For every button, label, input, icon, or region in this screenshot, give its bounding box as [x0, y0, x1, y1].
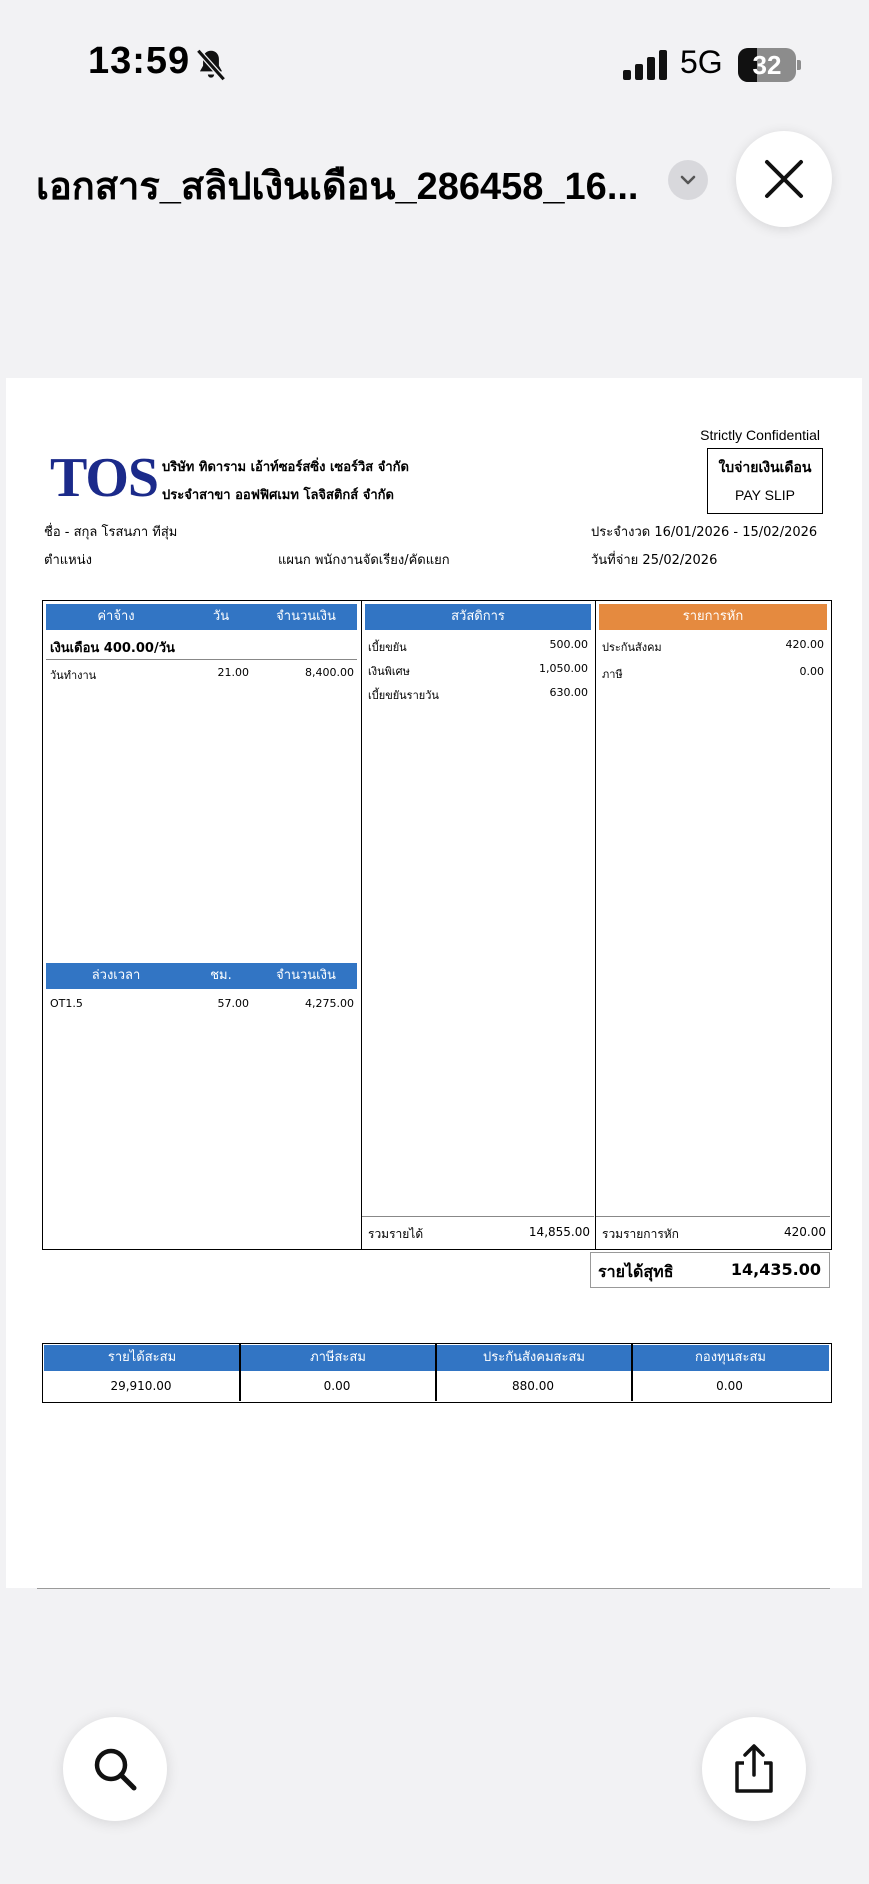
- accumulated-header-cell: ภาษีสะสม: [310, 1350, 366, 1365]
- employee-position: ตำแหน่ง: [44, 553, 92, 568]
- overtime-row-hours: 57.00: [217, 997, 249, 1010]
- close-button[interactable]: [736, 131, 832, 227]
- confidential-label: Strictly Confidential: [700, 427, 820, 443]
- deduction-row-label: ประกันสังคม: [602, 641, 662, 654]
- share-button[interactable]: [702, 1717, 806, 1821]
- wage-row-days: 21.00: [217, 666, 249, 679]
- divider: [596, 1216, 830, 1217]
- network-type: 5G: [680, 44, 723, 80]
- overtime-header-hours: ชม.: [210, 968, 232, 983]
- battery-level: 32: [752, 50, 782, 80]
- accumulated-value: 0.00: [716, 1379, 743, 1393]
- accumulated-value: 880.00: [512, 1379, 554, 1393]
- accumulated-header-cell: รายได้สะสม: [107, 1350, 177, 1365]
- deduction-row-label: ภาษี: [602, 668, 623, 681]
- close-icon: [763, 158, 805, 200]
- overtime-row-label: OT1.5: [50, 997, 83, 1010]
- battery-indicator: [738, 48, 796, 82]
- overtime-header-label: ล่วงเวลา: [91, 968, 141, 983]
- welfare-row-amount: 500.00: [549, 638, 588, 651]
- payslip-page[interactable]: [6, 378, 862, 1588]
- total-deductions-value: 420.00: [784, 1225, 826, 1239]
- employee-name: ชื่อ - สกุล โรสนภา ทีสุ่ม: [44, 525, 178, 540]
- deductions-column: [595, 600, 832, 1250]
- payslip-title-th: ใบจ่ายเงินเดือน: [718, 459, 812, 475]
- welfare-column: [361, 600, 596, 1250]
- bell-slash-icon: [192, 46, 230, 84]
- accumulated-header: [44, 1345, 829, 1371]
- overtime-header: [46, 963, 357, 989]
- divider: [362, 1216, 594, 1217]
- welfare-row-amount: 630.00: [549, 686, 588, 699]
- company-name: [162, 454, 409, 510]
- company-line-1: บริษัท ทิดาราม เอ้าท์ซอร์สซิ่ง เซอร์วิส จำกัด: [162, 460, 409, 475]
- wages-header: [46, 604, 357, 630]
- search-button[interactable]: [63, 1717, 167, 1821]
- wages-header-label: ค่าจ้าง: [97, 609, 135, 624]
- wage-row-label: วันทำงาน: [50, 669, 97, 682]
- deduction-row-amount: 0.00: [799, 665, 824, 678]
- signal-icon: [623, 50, 667, 80]
- net-pay-label: รายได้สุทธิ: [598, 1262, 674, 1281]
- net-pay-box: [590, 1252, 830, 1288]
- salary-rate: เงินเดือน 400.00/วัน: [50, 641, 175, 656]
- welfare-header: สวัสดิการ: [365, 604, 591, 630]
- payslip-title-box: [707, 448, 823, 514]
- title-menu-button[interactable]: [668, 160, 708, 200]
- welfare-row-label: เบี้ยขยันรายวัน: [368, 689, 439, 702]
- deduction-row-amount: 420.00: [785, 638, 824, 651]
- accumulated-table: [42, 1343, 832, 1403]
- accumulated-value: 0.00: [323, 1379, 351, 1393]
- wages-header-days: วัน: [212, 609, 230, 624]
- overtime-header-amount: จำนวนเงิน: [276, 968, 336, 983]
- total-income-value: 14,855.00: [528, 1225, 590, 1239]
- employee-department: แผนก พนักงานจัดเรียง/คัดแยก: [278, 553, 450, 568]
- company-logo: TOS: [50, 447, 159, 509]
- wage-row-amount: 8,400.00: [305, 666, 354, 679]
- overtime-row-amount: 4,275.00: [305, 997, 354, 1010]
- battery-tip: [797, 60, 801, 70]
- deductions-header: รายการหัก: [599, 604, 827, 630]
- welfare-row-label: เงินพิเศษ: [368, 665, 410, 678]
- payslip-title-en: PAY SLIP: [735, 487, 795, 503]
- company-line-2: ประจำสาขา ออฟฟิศเมท โลจิสติกส์ จำกัด: [162, 488, 394, 503]
- total-deductions-label: รวมรายการหัก: [602, 1227, 679, 1241]
- share-icon: [731, 1743, 777, 1795]
- document-title[interactable]: เอกสาร_สลิปเงินเดือน_286458_16...: [36, 166, 639, 208]
- accumulated-header-cell: กองทุนสะสม: [695, 1350, 766, 1365]
- page-end-divider: [37, 1588, 830, 1589]
- net-pay-value: 14,435.00: [730, 1260, 821, 1279]
- search-icon: [90, 1744, 140, 1794]
- wages-header-amount: จำนวนเงิน: [276, 609, 336, 624]
- status-time: 13:59: [88, 40, 191, 82]
- accumulated-value: 29,910.00: [110, 1379, 172, 1393]
- wages-column: [42, 600, 362, 1250]
- divider: [46, 659, 357, 660]
- chevron-down-icon: [677, 169, 699, 191]
- status-bar: [0, 0, 869, 120]
- accumulated-header-cell: ประกันสังคมสะสม: [483, 1350, 585, 1365]
- total-income-label: รวมรายได้: [368, 1227, 424, 1241]
- welfare-row-label: เบี้ยขยัน: [368, 641, 407, 654]
- pay-date: วันที่จ่าย 25/02/2026: [591, 553, 718, 568]
- pay-period: ประจำงวด 16/01/2026 - 15/02/2026: [591, 525, 818, 540]
- welfare-row-amount: 1,050.00: [539, 662, 588, 675]
